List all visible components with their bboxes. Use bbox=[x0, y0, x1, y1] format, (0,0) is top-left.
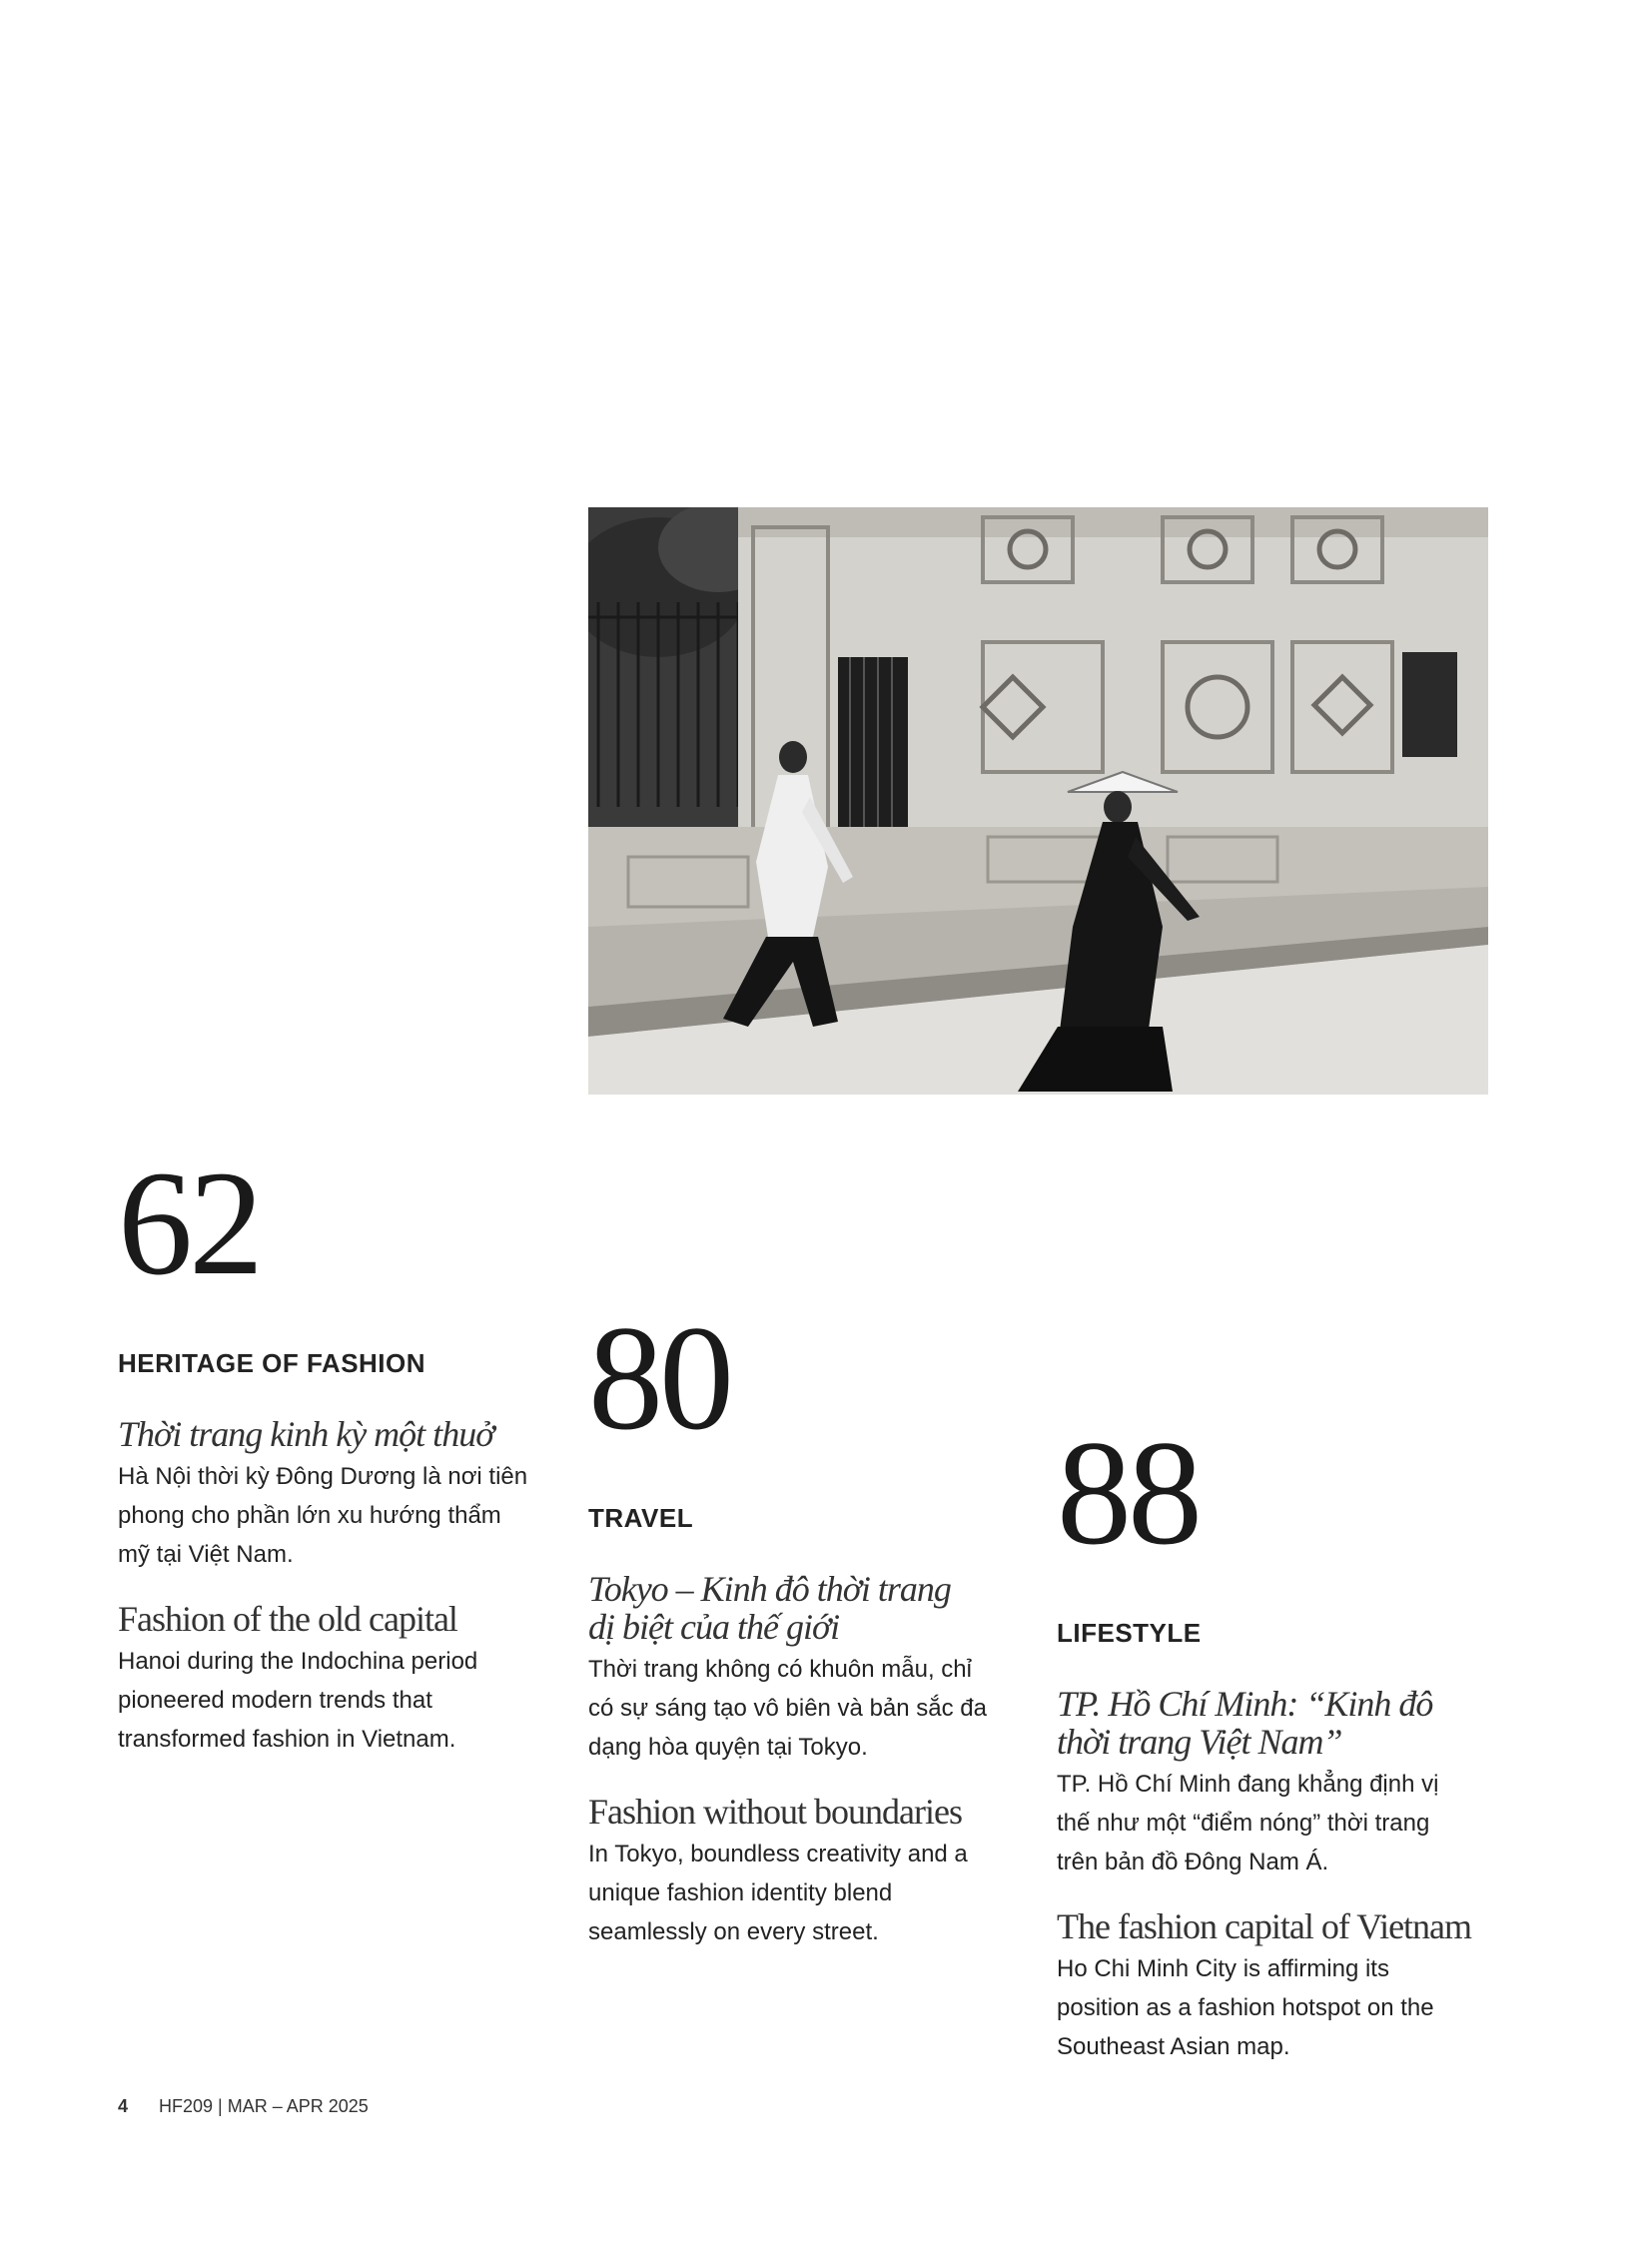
photo-illustration bbox=[588, 507, 1488, 1095]
article-title-vi: Thời trang kinh kỳ một thuở bbox=[118, 1414, 494, 1454]
article-lifestyle bbox=[1057, 1410, 1476, 2066]
article-photo bbox=[588, 507, 1488, 1095]
section-label: HERITAGE OF FASHION bbox=[118, 1348, 426, 1378]
article-travel bbox=[588, 1295, 1008, 1951]
article-title-vi: Tokyo – Kinh đô thời trang dị biệt của thế giới bbox=[588, 1569, 951, 1647]
article-title-vi: TP. Hồ Chí Minh: “Kinh đô thời trang Việt Nam” bbox=[1057, 1684, 1433, 1762]
folio-page-number: 4 bbox=[118, 2096, 129, 2116]
article-body-vi: TP. Hồ Chí Minh đang khẳng định vị thế như một “điểm nóng” thời trang trên bản đồ Đông Nam Á. bbox=[1057, 1771, 1439, 1875]
issue-label: HF209 | MAR – APR 2025 bbox=[159, 2096, 369, 2116]
page-footer bbox=[118, 2096, 369, 2117]
article-heritage bbox=[118, 1140, 537, 1759]
article-body-en: Hanoi during the Indochina period pioneered modern trends that transformed fashion in Vietnam. bbox=[118, 1648, 478, 1753]
article-body-en: In Tokyo, boundless creativity and a unique fashion identity blend seamlessly on every street. bbox=[588, 1841, 968, 1945]
article-body-vi: Thời trang không có khuôn mẫu, chỉ có sự sáng tạo vô biên và bản sắc đa dạng hòa quyện tại Tokyo. bbox=[588, 1656, 987, 1761]
section-label: LIFESTYLE bbox=[1057, 1618, 1202, 1648]
section-label: TRAVEL bbox=[588, 1503, 694, 1533]
page-number-88: 88 bbox=[1057, 1410, 1199, 1576]
article-title-en: Fashion of the old capital bbox=[118, 1599, 457, 1639]
page-number-80: 80 bbox=[588, 1295, 730, 1461]
article-title-en: Fashion without boundaries bbox=[588, 1792, 962, 1832]
page-number-62: 62 bbox=[118, 1140, 260, 1306]
article-title-en: The fashion capital of Vietnam bbox=[1057, 1906, 1472, 1946]
article-body-vi: Hà Nội thời kỳ Đông Dương là nơi tiên phong cho phần lớn xu hướng thẩm mỹ tại Việt Nam. bbox=[118, 1463, 528, 1568]
article-body-en: Ho Chi Minh City is affirming its position as a fashion hotspot on the Southeast Asian map. bbox=[1057, 1955, 1434, 2060]
